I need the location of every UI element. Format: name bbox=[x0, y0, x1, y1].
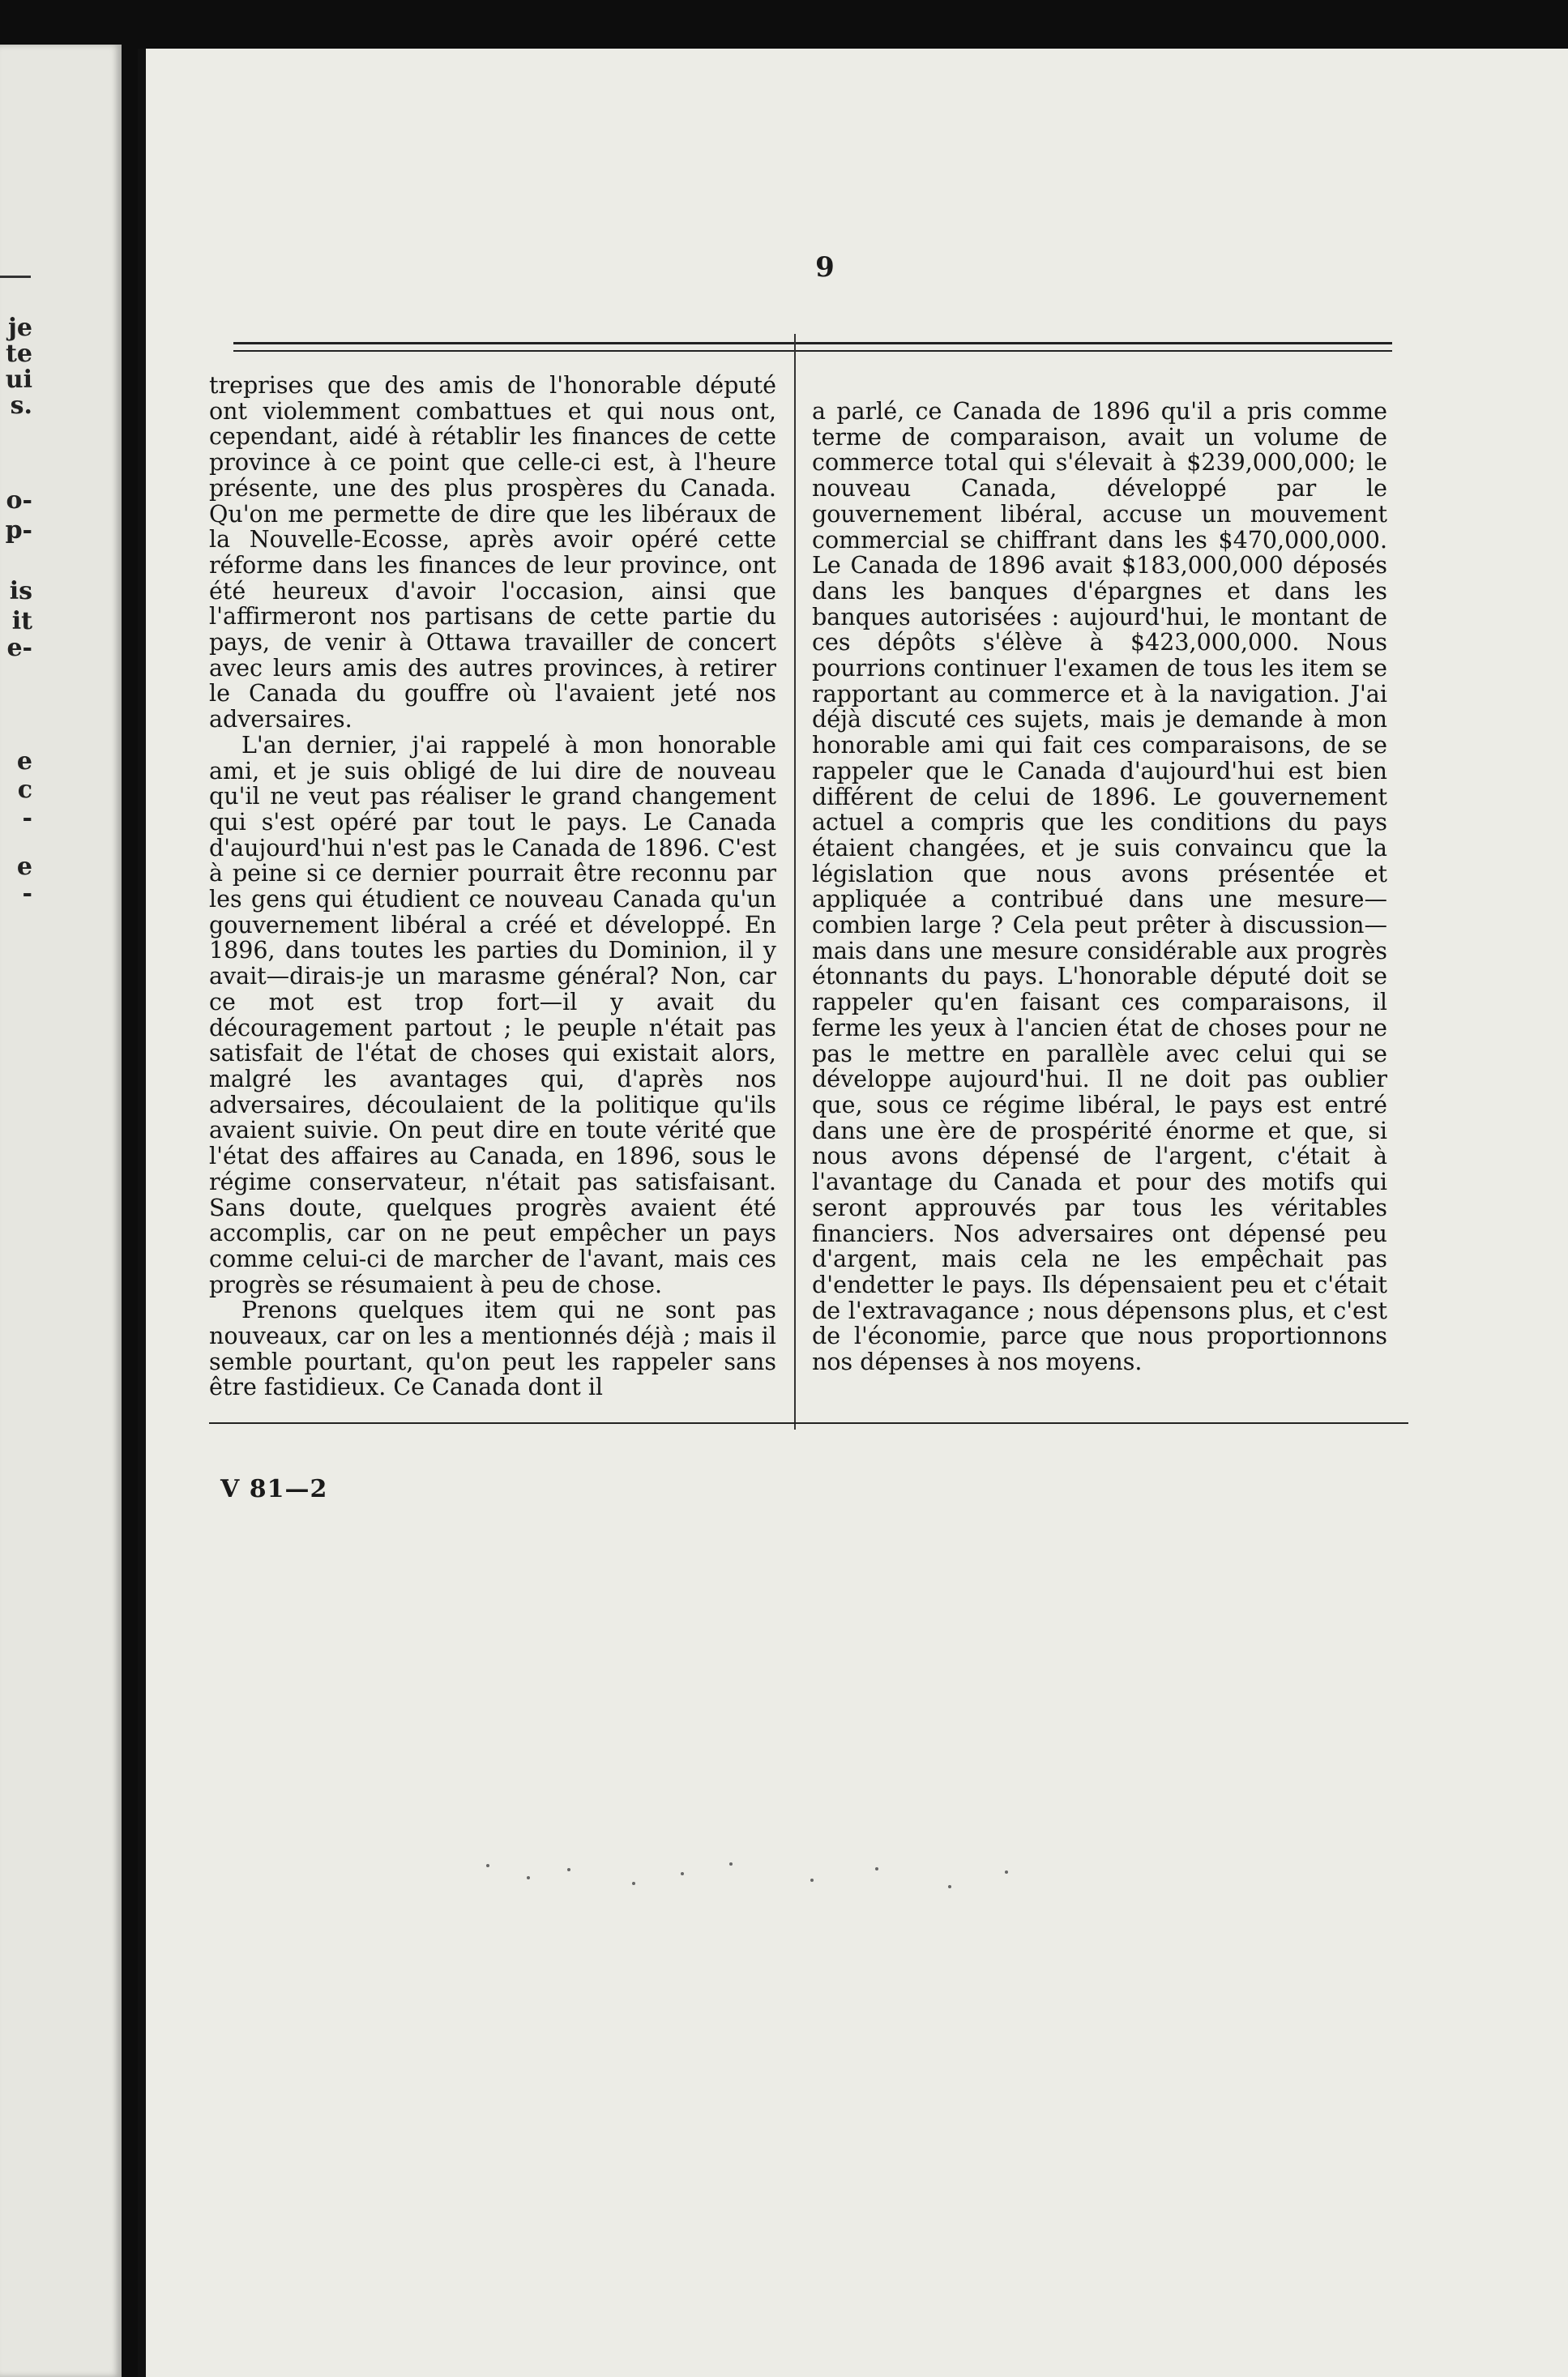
strip-fragment: e bbox=[16, 853, 32, 881]
footer-rule bbox=[209, 1422, 1408, 1424]
strip-fragment: e bbox=[16, 747, 32, 776]
strip-fragment: - bbox=[22, 879, 32, 908]
print-speck bbox=[1005, 1870, 1008, 1874]
adjacent-page-strip bbox=[0, 45, 122, 2377]
strip-fragment: te bbox=[6, 340, 32, 368]
header-rule-thin bbox=[233, 350, 1392, 352]
strip-fragment: s. bbox=[10, 391, 32, 420]
print-speck bbox=[729, 1862, 733, 1866]
print-speck bbox=[810, 1879, 814, 1882]
paragraph: a parlé, ce Canada de 1896 qu'il a pris comme terme de comparaison, avait un volume de commerce total qui s'élevait à $239,000,000; le nouveau Canada, développé par le gouvernement libéral, accuse un mouvement commercial se chiffrant dans les $470,000,000. Le Canada de 1896 avait $183,000,000 déposés dans les banques d'épargnes et dans les banques autorisées : aujourd'hui, le montant de ces dépôts s'élève à $423,000,000. Nous pourrions continuer l'examen de tous les item se rapportant au commerce et à la navigation. J'ai déjà discuté ces sujets, mais je demande à mon honorable ami qui fait ces comparaisons, de se rappeler que le Canada d'aujourd'hui est bien différent de celui de 1896. Le gouvernement actuel a compris que les conditions du pays étaient changées, et je suis convaincu que la législation que nous avons présentée et appliquée a contribué dans une mesure—combien large ? Cela peut prêter à discussion—mais dans une mesure considérable aux progrès étonnants du pays. L'honorable député doit se rappeler qu'en faisant ces comparaisons, il ferme les yeux à l'ancien état de choses pour ne pas le mettre en parallèle avec celui qui se développe aujourd'hui. Il ne doit pas oublier que, sous ce régime libéral, le pays est entré dans une ère de prospérité énorme et que, si nous avons dépensé de l'argent, c'était à l'avantage du Canada et pour des motifs qui seront approuvés par tous les véritables financiers. Nos adversaires ont dépensé peu d'argent, mais cela ne les empêchait pas d'endetter le pays. Ils dépensaient peu et c'était de l'extravagance ; nous dépensons plus, et c'est de l'économie, parce que nous proportionnons nos dépenses à nos moyens. bbox=[812, 398, 1387, 1376]
paragraph: treprises que des amis de l'honorable député ont violemment combattues et qui nous ont, cependant, aidé à rétablir les finances de cette province à ce point que celle-ci est, à l'heure présente, une des plus prospères du Canada. Qu'on me permette de dire que les libéraux de la Nouvelle-Ecosse, après avoir opéré cette réforme dans les finances de leur province, ont été heureux d'avoir l'occasion, ainsi que l'affirmeront nos partisans de cette partie du pays, de venir à Ottawa travailler de concert avec leurs amis des autres provinces, à retirer le Canada du gouffre où l'avaient jeté nos adversaires. bbox=[209, 372, 776, 733]
column-divider bbox=[794, 334, 796, 1430]
print-speck bbox=[527, 1876, 530, 1879]
print-speck bbox=[681, 1872, 684, 1875]
text-column-left bbox=[209, 373, 776, 1400]
header-rule bbox=[233, 342, 1392, 344]
print-speck bbox=[486, 1864, 489, 1867]
print-speck bbox=[567, 1868, 570, 1871]
strip-fragment: it bbox=[11, 607, 32, 635]
strip-fragment: e- bbox=[6, 634, 32, 662]
print-speck bbox=[948, 1885, 951, 1888]
text-column-right bbox=[812, 399, 1387, 1375]
signature-mark: V 81—2 bbox=[220, 1475, 328, 1503]
page-number: 9 bbox=[815, 251, 835, 284]
strip-fragment: - bbox=[22, 804, 32, 832]
document-page bbox=[138, 49, 1568, 2377]
strip-fragment: je bbox=[8, 314, 32, 342]
print-speck bbox=[632, 1882, 635, 1885]
strip-rule bbox=[0, 276, 31, 278]
strip-fragment: ui bbox=[5, 366, 32, 394]
strip-fragment: p- bbox=[5, 516, 32, 545]
paragraph: L'an dernier, j'ai rappelé à mon honorable ami, et je suis obligé de lui dire de nouveau qu'il ne veut pas réaliser le grand changement qui s'est opéré par tout le pays. Le Canada d'aujourd'hui n'est pas le Canada de 1896. C'est à peine si ce dernier pourrait être reconnu par les gens qui étudient ce nouveau Canada qu'un gouvernement libéral a créé et développé. En 1896, dans toutes les parties du Dominion, il y avait—dirais-je un marasme général? Non, car ce mot est trop fort—il y avait du découragement partout ; le peuple n'était pas satisfait de l'état de choses qui existait alors, malgré les avantages qui, d'après nos adversaires, découlaient de la politique qu'ils avaient suivie. On peut dire en toute vérité que l'état des affaires au Canada, en 1896, sous le régime conservateur, n'était pas satisfaisant. Sans doute, quelques progrès avaient été accomplis, car on ne peut empêcher un pays comme celui-ci de marcher de l'avant, mais ces progrès se résumaient à peu de chose. bbox=[209, 731, 776, 1298]
strip-fragment: o- bbox=[6, 486, 32, 515]
strip-fragment: c bbox=[17, 776, 32, 804]
print-speck bbox=[875, 1867, 878, 1870]
paragraph: Prenons quelques item qui ne sont pas nouveaux, car on les a mentionnés déjà ; mais il semble pourtant, qu'on peut les rappeler sans être fastidieux. Ce Canada dont il bbox=[209, 1297, 776, 1401]
strip-fragment: is bbox=[9, 577, 32, 605]
